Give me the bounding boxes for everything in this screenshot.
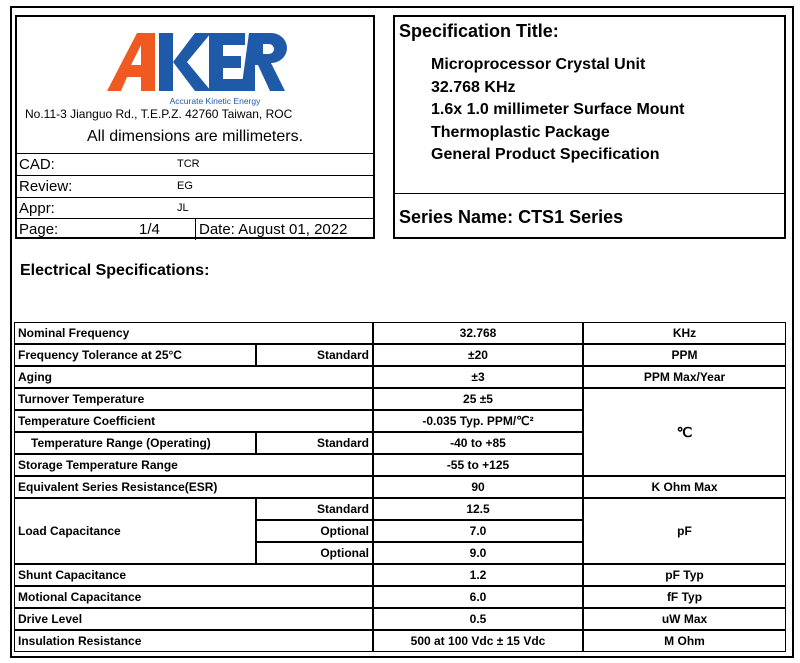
spec-line: 32.768 KHz [431, 78, 516, 96]
param-cell: Shunt Capacitance [14, 564, 373, 586]
spec-title-lines [431, 54, 684, 167]
company-block [15, 15, 375, 239]
param-cell: Equivalent Series Resistance(ESR) [14, 476, 373, 498]
appr-label: Appr: [19, 200, 55, 217]
value-cell: -55 to +125 [373, 454, 583, 476]
value-cell: 12.5 [373, 498, 583, 520]
unit-cell: fF Typ [583, 586, 786, 608]
unit-cell: K Ohm Max [583, 476, 786, 498]
value-cell: 9.0 [373, 542, 583, 564]
param-cell: Storage Temperature Range [14, 454, 373, 476]
value-cell: 0.5 [373, 608, 583, 630]
spec-line: General Product Specification [431, 146, 660, 163]
unit-cell: PPM [583, 344, 786, 366]
condition-cell: Standard [256, 498, 373, 520]
condition-cell: Optional [256, 520, 373, 542]
page-row [17, 218, 373, 239]
param-cell: Frequency Tolerance at 25°C [14, 344, 256, 366]
param-cell: Drive Level [14, 608, 373, 630]
document-date: Date: August 01, 2022 [199, 221, 348, 238]
unit-cell-merged: pF [583, 498, 786, 564]
param-cell: Insulation Resistance [14, 630, 373, 652]
section-title: Electrical Specifications: [20, 262, 210, 279]
review-value: EG [177, 180, 193, 192]
value-cell: 500 at 100 Vdc ± 15 Vdc [373, 630, 583, 652]
spec-line: Microprocessor Crystal Unit [431, 56, 646, 73]
unit-cell: uW Max [583, 608, 786, 630]
page-number: 1/4 [139, 221, 160, 238]
value-cell: ±3 [373, 366, 583, 388]
appr-row [17, 197, 373, 218]
value-cell: ±20 [373, 344, 583, 366]
value-cell: 25 ±5 [373, 388, 583, 410]
value-cell: -40 to +85 [373, 432, 583, 454]
electrical-spec-table [14, 322, 786, 652]
cad-row [17, 153, 373, 174]
param-cell: Nominal Frequency [14, 322, 373, 344]
value-cell: 1.2 [373, 564, 583, 586]
spec-line: 1.6x 1.0 millimeter Surface Mount [431, 101, 685, 118]
specification-block [393, 15, 786, 239]
value-cell: 7.0 [373, 520, 583, 542]
appr-value: JL [177, 202, 189, 214]
unit-cell: KHz [583, 322, 786, 344]
param-cell: Aging [14, 366, 373, 388]
unit-cell-merged: ℃ [583, 388, 786, 476]
param-cell: Temperature Coefficient [14, 410, 373, 432]
page-label: Page: [19, 221, 59, 238]
spec-line: Thermoplastic Package [431, 123, 610, 141]
condition-cell: Standard [256, 344, 373, 366]
param-cell-merged: Load Capacitance [14, 498, 256, 564]
unit-cell: PPM Max/Year [583, 366, 786, 388]
param-cell: Turnover Temperature [14, 388, 373, 410]
condition-cell: Standard [256, 432, 373, 454]
value-cell: 90 [373, 476, 583, 498]
review-label: Review: [19, 178, 73, 195]
value-cell: 6.0 [373, 586, 583, 608]
logo-tagline: Accurate Kinetic Energy [169, 96, 261, 106]
spec-title: Specification Title: [399, 21, 559, 41]
condition-cell: Optional [256, 542, 373, 564]
aker-logo [97, 29, 287, 107]
cad-value: TCR [177, 158, 200, 170]
company-address: No.11-3 Jianguo Rd., T.E.P.Z. 42760 Taiwan, ROC [25, 107, 293, 121]
unit-cell: M Ohm [583, 630, 786, 652]
cad-label: CAD: [19, 156, 55, 173]
series-name: Series Name: CTS1 Series [399, 207, 624, 227]
value-cell: 32.768 [373, 322, 583, 344]
value-cell: -0.035 Typ. PPM/℃² [373, 410, 583, 432]
unit-cell: pF Typ [583, 564, 786, 586]
param-cell: Motional Capacitance [14, 586, 373, 608]
dimensions-note: All dimensions are millimeters. [86, 128, 304, 145]
review-row [17, 175, 373, 196]
param-cell: Temperature Range (Operating) [14, 432, 256, 454]
